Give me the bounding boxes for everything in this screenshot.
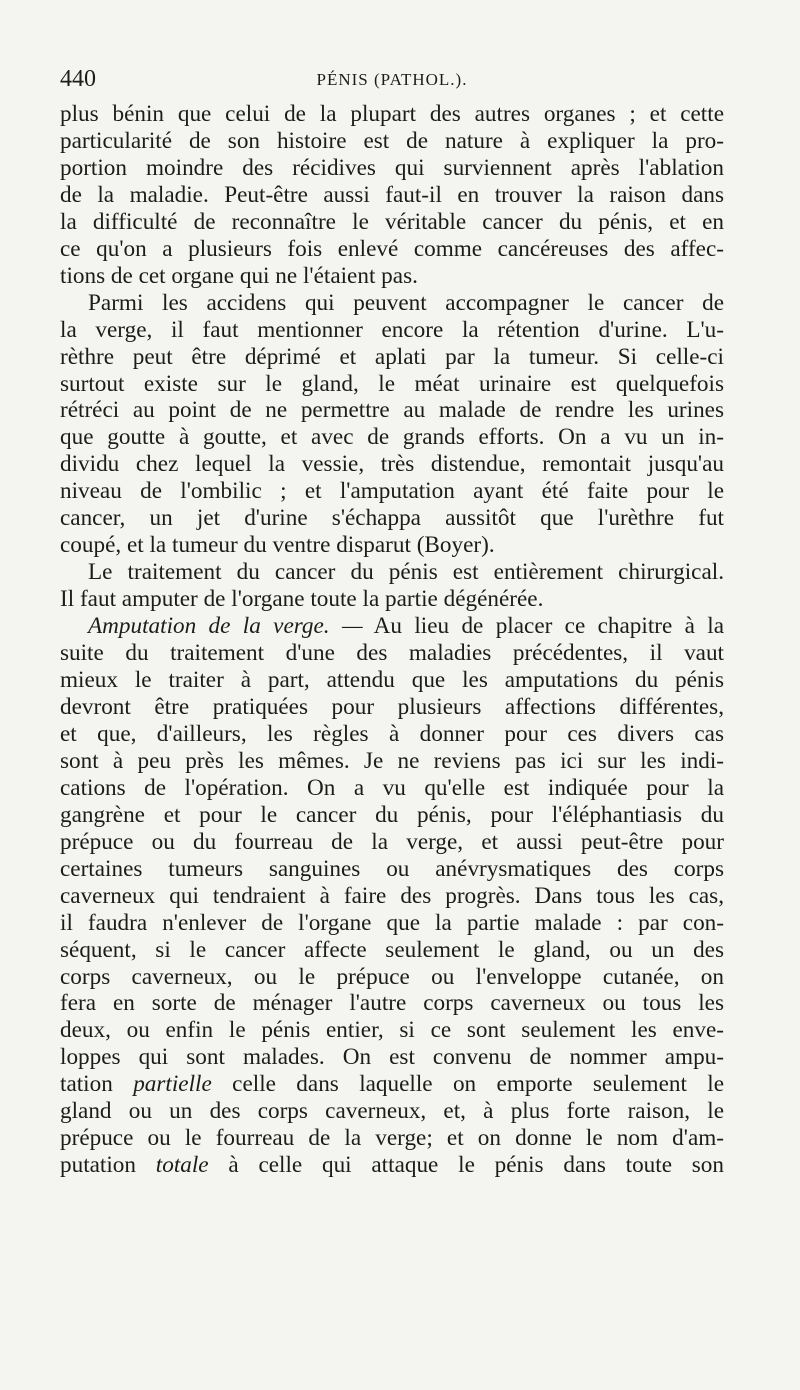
text-line: Il faut amputer de l'organe toute la partie dégénérée.	[60, 586, 544, 613]
paragraph	[60, 559, 724, 613]
paragraph	[60, 101, 724, 290]
text-line: Le traitement du cancer du pénis est entièrement chirurgical.	[88, 559, 724, 586]
text-fragment: putation	[60, 1152, 136, 1179]
text-line: Parmi les accidens qui peuvent accompagner le cancer de	[88, 289, 724, 316]
text-line: il faudra n'enlever de l'organe que la partie malade : par con-	[60, 909, 724, 936]
text-line: particularité de son histoire est de nature à expliquer la pro-	[60, 127, 724, 154]
text-line: que goutte à goutte, et avec de grands efforts. On a vu un in-	[60, 424, 724, 451]
text-line: mieux le traiter à part, attendu que les amputations du pénis	[60, 667, 724, 694]
page-header	[60, 66, 724, 100]
text-line: devront être pratiquées pour plusieurs affections différentes,	[60, 693, 724, 720]
text-line: deux, ou enfin le pénis entier, si ce sont seulement les enve-	[60, 1017, 724, 1044]
text-line	[60, 613, 724, 640]
text-line: prépuce ou du fourreau de la verge, et aussi peut-être pour	[60, 828, 724, 855]
paragraph	[60, 290, 724, 560]
paragraph	[60, 613, 724, 1179]
text-line: niveau de l'ombilic ; et l'amputation ayant été faite pour le	[60, 478, 724, 505]
text-line: loppes qui sont malades. On est convenu de nommer ampu-	[60, 1044, 724, 1071]
text-line: fera en sorte de ménager l'autre corps caverneux ou tous les	[60, 990, 724, 1017]
text-line: gangrène et pour le cancer du pénis, pour l'éléphantiasis du	[60, 801, 724, 828]
text-line: rèthre peut être déprimé et aplati par la tumeur. Si celle-ci	[60, 343, 724, 370]
text-line: sont à peu près les mêmes. Je ne reviens pas ici sur les indi-	[60, 747, 724, 774]
text-line: tions de cet organe qui ne l'étaient pas.	[60, 262, 418, 289]
text-line: de la maladie. Peut-être aussi faut-il en trouver la raison dans	[60, 181, 724, 208]
text-line: corps caverneux, ou le prépuce ou l'enveloppe cutanée, on	[60, 963, 724, 990]
text-line: coupé, et la tumeur du ventre disparut (Boyer).	[60, 532, 495, 559]
text-line	[60, 1152, 724, 1179]
text-line: portion moindre des récidives qui surviennent après l'ablation	[60, 154, 724, 181]
text-line: séquent, si le cancer affecte seulement le gland, ou un des	[60, 936, 724, 963]
text-line: certaines tumeurs sanguines ou anévrysmatiques des corps	[60, 855, 724, 882]
body-text	[60, 101, 724, 1179]
section-heading: Amputation de la verge. —	[88, 613, 363, 640]
running-head: PÉNIS (PATHOL.).	[316, 70, 468, 89]
text-fragment: tation	[60, 1071, 113, 1098]
text-line: surtout existe sur le gland, le méat urinaire est quelquefois	[60, 370, 724, 397]
text-line	[60, 1071, 724, 1098]
text-line: et que, d'ailleurs, les règles à donner pour ces divers cas	[60, 720, 724, 747]
italic-term: partielle	[133, 1071, 212, 1098]
text-line: caverneux qui tendraient à faire des progrès. Dans tous les cas,	[60, 882, 724, 909]
text-line: gland ou un des corps caverneux, et, à plus forte raison, le	[60, 1098, 724, 1125]
text-line: rétréci au point de ne permettre au malade de rendre les urines	[60, 397, 724, 424]
text-line: ce qu'on a plusieurs fois enlevé comme cancéreuses des affec-	[60, 235, 724, 262]
text-line: la verge, il faut mentionner encore la rétention d'urine. L'u-	[60, 316, 724, 343]
italic-term: totale	[155, 1152, 209, 1179]
text-fragment: Au lieu de placer ce chapitre à la	[373, 613, 724, 640]
text-line: dividu chez lequel la vessie, très distendue, remontait jusqu'au	[60, 451, 724, 478]
text-fragment: celle dans laquelle on emporte seulement le	[232, 1071, 725, 1098]
text-line: cations de l'opération. On a vu qu'elle est indiquée pour la	[60, 774, 724, 801]
text-line: cancer, un jet d'urine s'échappa aussitôt que l'urèthre fut	[60, 505, 724, 532]
text-line: suite du traitement d'une des maladies précédentes, il vaut	[60, 640, 724, 667]
text-line: la difficulté de reconnaître le véritable cancer du pénis, et en	[60, 208, 724, 235]
text-line: prépuce ou le fourreau de la verge; et on donne le nom d'am-	[60, 1125, 724, 1152]
text-line: plus bénin que celui de la plupart des autres organes ; et cette	[60, 101, 724, 127]
text-fragment: à celle qui attaque le pénis dans toute son	[228, 1152, 724, 1179]
page-number: 440	[60, 66, 96, 92]
